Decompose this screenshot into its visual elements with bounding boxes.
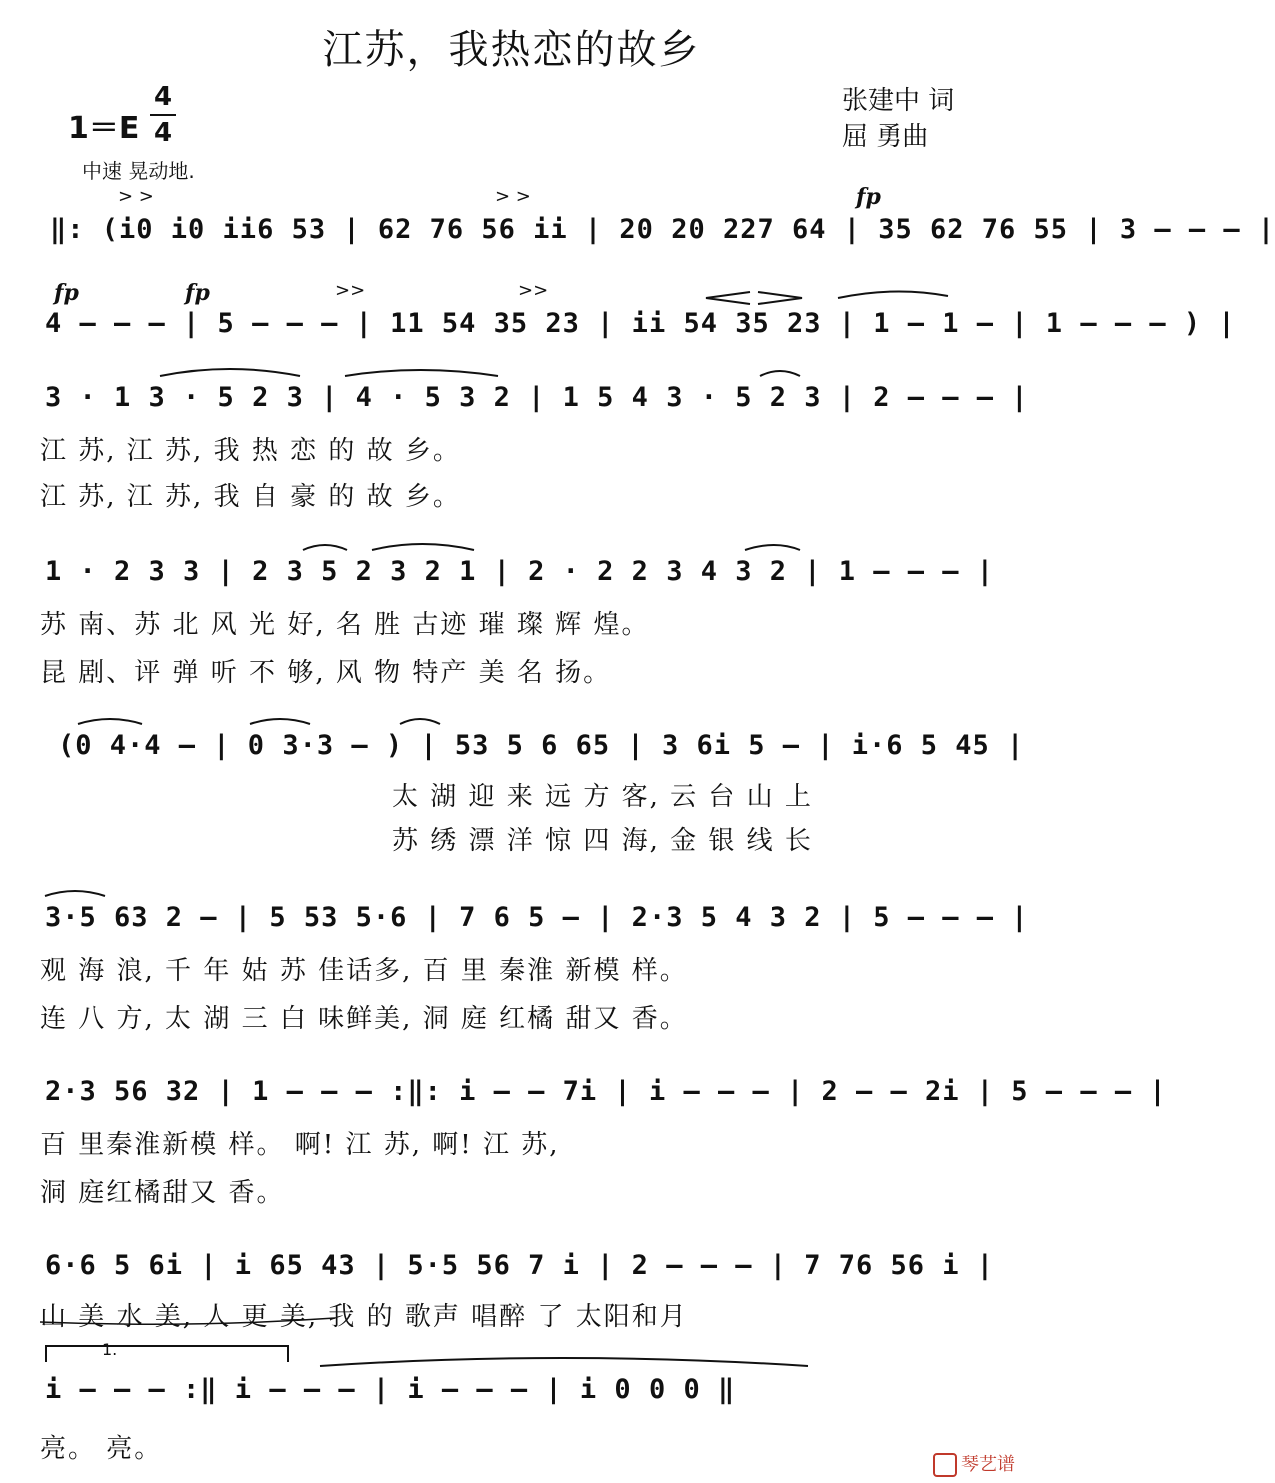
system-8-lyric-1: 山 美 水 美, 人 更 美, 我 的 歌声 唱醉 了 太阳和月 bbox=[40, 1302, 688, 1332]
system-6-lyric-2: 连 八 方, 太 湖 三 白 味鲜美, 洞 庭 红橘 甜又 香。 bbox=[40, 1004, 688, 1034]
dynamic-fp-3: fp bbox=[185, 280, 210, 306]
slur-line bbox=[372, 544, 474, 550]
slur-line bbox=[760, 371, 800, 376]
lyric-extension-line bbox=[40, 1318, 335, 1324]
system-8-notes: 6·6 5 6i | i 65 43 | 5·5 56 7 i | 2 — — — | 7 76 56 i | bbox=[45, 1250, 995, 1281]
song-title: 江苏，我热恋的故乡 bbox=[322, 27, 701, 73]
tie-line bbox=[320, 1358, 808, 1366]
dynamic-fp-2: fp bbox=[54, 280, 79, 306]
system-5-lyric-1: 太 湖 迎 来 远 方 客, 云 台 山 上 bbox=[392, 782, 813, 812]
accent-marks-1: > > bbox=[118, 186, 154, 207]
accent-marks-3: >> bbox=[335, 280, 366, 301]
system-1-notes: ‖: (i0 i0 ii6 53 | 62 76 56 ii | 20 20 227 64 | 35 62 76 55 | 3 — — — | bbox=[50, 214, 1275, 245]
system-6-lyric-1: 观 海 浪, 千 年 姑 苏 佳话多, 百 里 秦淮 新模 样。 bbox=[40, 956, 688, 986]
system-7-notes: 2·3 56 32 | 1 — — — :‖: i — — 7i | i — — — | 2 — — 2i | 5 — — — | bbox=[45, 1076, 1167, 1107]
watermark-text: 琴艺谱 bbox=[961, 1454, 1015, 1475]
slur-line bbox=[303, 545, 347, 550]
slur-line bbox=[838, 291, 948, 298]
volta-bracket bbox=[46, 1346, 288, 1362]
system-3-lyric-2: 江 苏, 江 苏, 我 自 豪 的 故 乡。 bbox=[40, 482, 461, 512]
system-5-notes: (0 4·4 — | 0 3·3 — ) | 53 5 6 65 | 3 6i 5 — | i·6 5 45 | bbox=[58, 730, 1025, 761]
system-4-notes: 1 · 2 3 3 | 2 3 5 2 3 2 1 | 2 · 2 2 3 4 3 2 | 1 — — — | bbox=[45, 556, 995, 587]
key-signature: 1＝E bbox=[68, 111, 140, 146]
lyricist-credit: 张建中 词 bbox=[842, 86, 955, 116]
system-9-lyric-1: 亮。 亮。 bbox=[40, 1434, 163, 1464]
slur-line bbox=[78, 719, 142, 724]
system-2-notes: 4 — — — | 5 — — — | 11 54 35 23 | ii 54 35 23 | 1 — 1 — | 1 — — — ) | bbox=[45, 308, 1236, 339]
slur-line bbox=[45, 891, 105, 896]
slur-line bbox=[400, 719, 440, 724]
accent-marks-2: > > bbox=[495, 186, 531, 207]
dynamic-fp-1: fp bbox=[856, 184, 881, 210]
composer-credit: 屈 勇曲 bbox=[842, 122, 929, 152]
crescendo-hairpin bbox=[706, 292, 750, 304]
system-4-lyric-2: 昆 剧、评 弹 听 不 够, 风 物 特产 美 名 扬。 bbox=[40, 658, 612, 688]
system-7-lyric-1: 百 里秦淮新模 样。 啊! 江 苏, 啊! 江 苏, bbox=[40, 1130, 560, 1160]
system-4-lyric-1: 苏 南、苏 北 风 光 好, 名 胜 古迹 璀 璨 辉 煌。 bbox=[40, 610, 650, 640]
system-3-lyric-1: 江 苏, 江 苏, 我 热 恋 的 故 乡。 bbox=[40, 436, 461, 466]
slur-line bbox=[345, 370, 498, 376]
system-5-lyric-2: 苏 绣 漂 洋 惊 四 海, 金 银 线 长 bbox=[392, 826, 813, 856]
watermark-logo-icon bbox=[933, 1453, 957, 1477]
time-signature-top: 4 bbox=[153, 82, 173, 112]
decrescendo-hairpin bbox=[758, 292, 802, 304]
system-3-notes: 3 · 1 3 · 5 2 3 | 4 · 5 3 2 | 1 5 4 3 · 5 2 3 | 2 — — — | bbox=[45, 382, 1029, 413]
tempo-marking: 中速 晃动地. bbox=[82, 159, 195, 183]
slur-line bbox=[160, 369, 300, 376]
system-9-notes: i — — — :‖ i — — — | i — — — | i 0 0 0 ‖ bbox=[45, 1374, 736, 1405]
system-6-notes: 3·5 63 2 — | 5 53 5·6 | 7 6 5 — | 2·3 5 4 3 2 | 5 — — — | bbox=[45, 902, 1029, 933]
system-7-lyric-2: 洞 庭红橘甜又 香。 bbox=[40, 1178, 285, 1208]
accent-marks-4: >> bbox=[518, 280, 549, 301]
time-signature-bottom: 4 bbox=[153, 118, 173, 148]
volta-1-label: 1. bbox=[102, 1340, 118, 1359]
slur-line bbox=[745, 545, 800, 550]
watermark-logo bbox=[933, 1450, 1015, 1477]
slur-line bbox=[250, 719, 310, 724]
